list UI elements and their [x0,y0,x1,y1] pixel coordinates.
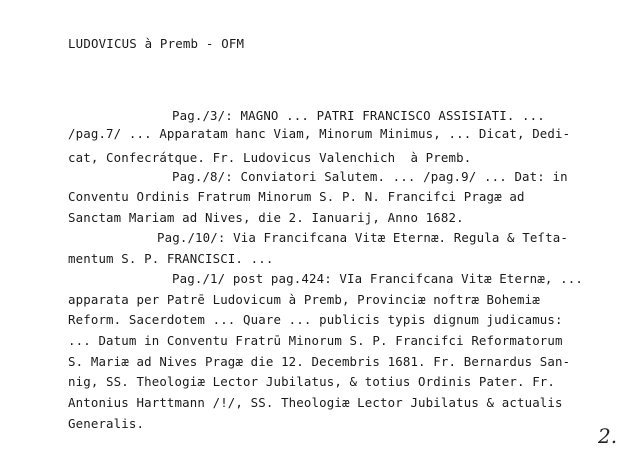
card-text-line: apparata per Patrē Ludovicum à Premb, Provinciæ noftræ Bohemiæ [68,292,540,307]
card-text-line: Pag./1/ post pag.424: VIa Francifcana Vitæ Eternæ, ... [172,271,583,286]
card-text-line: Antonius Harttmann /!/, SS. Theologiæ Lector Jubilatus & actualis [68,395,563,410]
handwritten-page-number: 2. [598,424,618,448]
card-text-line: Pag./10/: Via Francifcana Vitæ Eternæ. Regula & Teſta- [157,230,568,245]
card-text-line: /pag.7/ ... Apparatam hanc Viam, Minorum Minimus, ... Dicat, Dedi- [68,126,571,141]
card-text-line: mentum S. P. FRANCISCI. ... [68,251,274,266]
card-heading: LUDOVICUS à Premb - OFM [68,36,245,51]
card-text-line: ... Datum in Conventu Fratrū Minorum S. P. Francifci Reformatorum [68,333,563,348]
card-text-line: cat, Confecrátque. Fr. Ludovicus Valenchich à Premb. [68,150,472,165]
card-text-line: Pag./8/: Conviatori Salutem. ... /pag.9/ ... Dat: in [172,169,568,184]
card-text-line: Generalis. [68,416,145,431]
card-text-line: S. Mariæ ad Nives Pragæ die 12. Decembris 1681. Fr. Bernardus San- [68,354,571,369]
card-text-line: Sanctam Mariam ad Nives, die 2. Ianuarij, Anno 1682. [68,210,464,225]
card-text-line: Reform. Sacerdotem ... Quare ... publicis typis dignum judicamus: [68,312,563,327]
card-text-line: nig, SS. Theologiæ Lector Jubilatus, & totius Ordinis Pater. Fr. [68,374,556,389]
card-text-line: Conventu Ordinis Fratrum Minorum S. P. N. Francifci Pragæ ad [68,189,525,204]
card-text-line: Pag./3/: MAGNO ... PATRI FRANCISCO ASSISIATI. ... [172,108,545,123]
